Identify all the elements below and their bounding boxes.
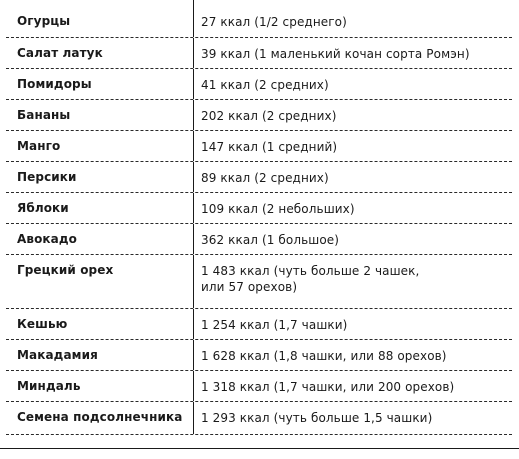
- table-row: [6, 255, 512, 309]
- food-name: Персики: [6, 162, 194, 192]
- calorie-amount-line: 1 293 ккал (чуть больше 1,5 чашки): [201, 411, 433, 425]
- table-row: [6, 38, 512, 69]
- calorie-amount-line: или 57 орехов): [201, 280, 298, 294]
- calorie-amount-line: 202 ккал (2 средних): [201, 109, 337, 123]
- calorie-amount: [194, 402, 512, 434]
- bottom-rule: [0, 448, 519, 449]
- food-name: Манго: [6, 131, 194, 161]
- calorie-table: [6, 0, 512, 435]
- calorie-amount: [194, 0, 512, 37]
- food-name: Семена подсолнечника: [6, 402, 194, 434]
- calorie-amount-line: 1 318 ккал (1,7 чашки, или 200 орехов): [201, 380, 455, 394]
- food-name: Бананы: [6, 100, 194, 130]
- food-name: Кешью: [6, 309, 194, 339]
- calorie-amount-line: 1 483 ккал (чуть больше 2 чашек,: [201, 264, 420, 278]
- calorie-amount-line: 27 ккал (1/2 среднего): [201, 15, 347, 29]
- table-row: [6, 402, 512, 435]
- calorie-amount-line: 109 ккал (2 небольших): [201, 202, 355, 216]
- food-name: Грецкий орех: [6, 255, 194, 308]
- table-row: [6, 69, 512, 100]
- food-name: Помидоры: [6, 69, 194, 99]
- calorie-amount: [194, 371, 512, 401]
- table-row: [6, 131, 512, 162]
- table-row: [6, 193, 512, 224]
- calorie-amount: [194, 100, 512, 130]
- calorie-amount: [194, 38, 512, 68]
- food-name: Макадамия: [6, 340, 194, 370]
- table-row: [6, 340, 512, 371]
- calorie-amount: [194, 162, 512, 192]
- food-name: Миндаль: [6, 371, 194, 401]
- table-row: [6, 0, 512, 38]
- food-name: Огурцы: [6, 0, 194, 37]
- calorie-amount: [194, 131, 512, 161]
- table-row: [6, 224, 512, 255]
- table-row: [6, 100, 512, 131]
- food-name: Салат латук: [6, 38, 194, 68]
- calorie-amount: [194, 69, 512, 99]
- calorie-amount-line: 1 254 ккал (1,7 чашки): [201, 318, 348, 332]
- table-row: [6, 309, 512, 340]
- table-row: [6, 371, 512, 402]
- calorie-amount: [194, 193, 512, 223]
- table-row: [6, 162, 512, 193]
- calorie-amount: [194, 255, 512, 308]
- food-name: Яблоки: [6, 193, 194, 223]
- calorie-amount-line: 41 ккал (2 средних): [201, 78, 329, 92]
- calorie-amount-line: 1 628 ккал (1,8 чашки, или 88 орехов): [201, 349, 447, 363]
- calorie-amount: [194, 224, 512, 254]
- calorie-amount-line: 362 ккал (1 большое): [201, 233, 340, 247]
- calorie-amount-line: 39 ккал (1 маленький кочан сорта Ромэн): [201, 47, 470, 61]
- calorie-amount-line: 147 ккал (1 средний): [201, 140, 338, 154]
- calorie-amount-line: 89 ккал (2 средних): [201, 171, 329, 185]
- calorie-amount: [194, 309, 512, 339]
- food-name: Авокадо: [6, 224, 194, 254]
- calorie-amount: [194, 340, 512, 370]
